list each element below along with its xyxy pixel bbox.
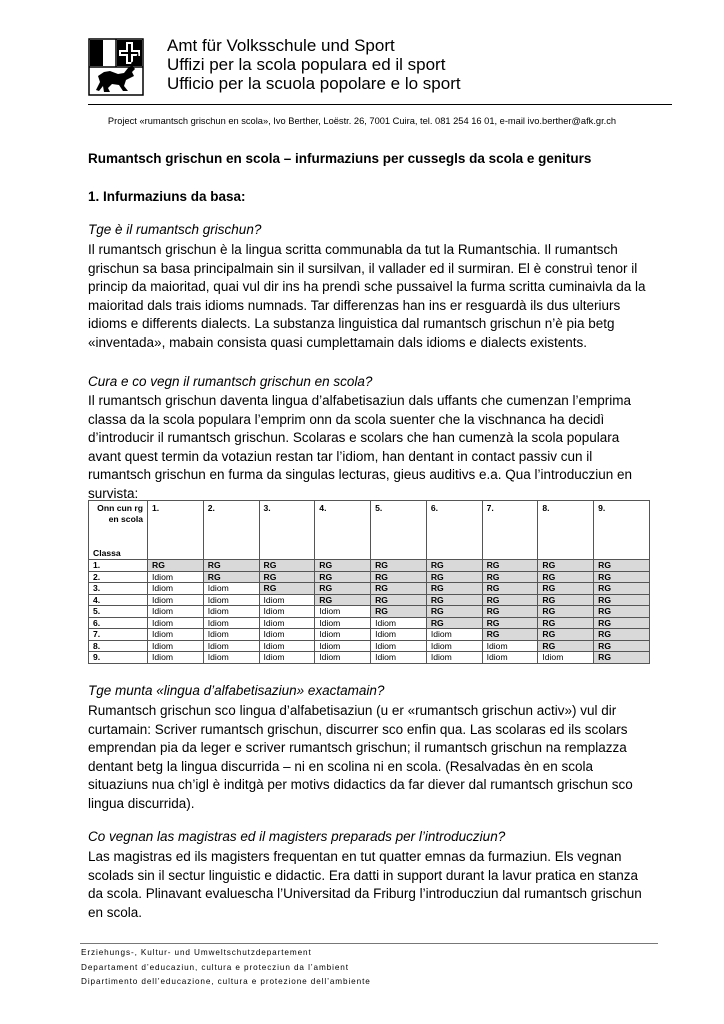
table-cell: RG xyxy=(594,606,650,618)
column-header: 9. xyxy=(594,501,650,560)
header-line-2: Uffizi per la scola populara ed il sport xyxy=(167,55,446,74)
question-1: Tge è il rumantsch grischun? xyxy=(88,222,262,237)
table-cell: Idiom xyxy=(148,629,204,641)
table-cell: RG xyxy=(259,560,315,572)
table-cell: RG xyxy=(482,560,538,572)
table-cell: RG xyxy=(203,571,259,583)
table-cell: RG xyxy=(371,594,427,606)
introduction-overview-table xyxy=(88,500,650,664)
table-cell: Idiom xyxy=(148,606,204,618)
corner-top-label: Onn cun rg en scola xyxy=(97,503,143,524)
table-row xyxy=(89,583,650,595)
column-header: 6. xyxy=(426,501,482,560)
column-header: 2. xyxy=(203,501,259,560)
table-cell: Idiom xyxy=(203,606,259,618)
column-header: 3. xyxy=(259,501,315,560)
table-cell: RG xyxy=(594,629,650,641)
header-line-3: Ufficio per la scuola popolare e lo sport xyxy=(167,74,461,93)
table-cell: Idiom xyxy=(203,629,259,641)
row-header: 8. xyxy=(89,640,148,652)
row-header: 5. xyxy=(89,606,148,618)
table-cell: Idiom xyxy=(203,652,259,664)
table-cell: RG xyxy=(371,583,427,595)
table-cell: RG xyxy=(482,617,538,629)
table-cell: RG xyxy=(315,594,371,606)
table-cell: RG xyxy=(594,583,650,595)
table-cell: RG xyxy=(538,571,594,583)
table-cell: Idiom xyxy=(148,617,204,629)
header-line-1: Amt für Volksschule und Sport xyxy=(167,36,395,55)
answer-3: Rumantsch grischun sco lingua d’alfabetisaziun (u er «rumantsch grischun activ») vul dir curtamain: Scriver rumantsch grischun, discurrer sco enfin qua. Las scolaras ed ils scolars emprendan pia da leger e scriver rumantsch grischun; il rumantsch grischun na remplazza dentant betg la lingua discurrida – ni en scolina ni en scola. (Resalvadas èn en scola situaziuns nua ch’igl è inditgà per motivs didactics da far diever dal rumantsch grischun sco lingua discurrida). xyxy=(88,703,633,811)
table-cell: Idiom xyxy=(315,606,371,618)
table-cell: Idiom xyxy=(482,640,538,652)
footer-line-1: Erziehungs-, Kultur- und Umweltschutzdepartement xyxy=(81,948,312,957)
table-cell: Idiom xyxy=(371,629,427,641)
section-heading: 1. Infurmaziuns da basa: xyxy=(88,189,246,204)
question-4: Co vegnan las magistras ed il magisters preparads per l’introducziun? xyxy=(88,829,506,844)
table-cell: RG xyxy=(594,571,650,583)
table-cell: Idiom xyxy=(371,652,427,664)
table-cell: Idiom xyxy=(259,606,315,618)
table-cell: RG xyxy=(594,617,650,629)
table-cell: Idiom xyxy=(371,640,427,652)
table-row xyxy=(89,617,650,629)
table-cell: RG xyxy=(594,652,650,664)
row-header: 9. xyxy=(89,652,148,664)
header-divider xyxy=(88,104,672,105)
row-header: 7. xyxy=(89,629,148,641)
table-cell: Idiom xyxy=(315,629,371,641)
table-cell: Idiom xyxy=(148,583,204,595)
answer-4: Las magistras ed ils magisters frequentan en tut quatter emnas da furmaziun. Els vegnan scolads sin il sectur linguistic e didactic. Era datti in support durant la lavur pratica en stanza da scola. Plinavant evaluescha l’Universitad da Friburg l’introducziun dal rumantsch grischun en scola. xyxy=(88,849,642,920)
table-cell: RG xyxy=(538,617,594,629)
table-cell: RG xyxy=(371,571,427,583)
row-header: 2. xyxy=(89,571,148,583)
table-cell: RG xyxy=(315,583,371,595)
column-header: 7. xyxy=(482,501,538,560)
column-header: 8. xyxy=(538,501,594,560)
table-cell: RG xyxy=(594,560,650,572)
table-cell: Idiom xyxy=(259,629,315,641)
table-cell: Idiom xyxy=(203,640,259,652)
table-cell: Idiom xyxy=(148,640,204,652)
table-cell: RG xyxy=(426,583,482,595)
table-cell: Idiom xyxy=(259,640,315,652)
table-cell: Idiom xyxy=(371,617,427,629)
table-cell: RG xyxy=(259,571,315,583)
column-header: 1. xyxy=(148,501,204,560)
column-header: 5. xyxy=(371,501,427,560)
table-row xyxy=(89,629,650,641)
table-cell: Idiom xyxy=(426,629,482,641)
question-2: Cura e co vegn il rumantsch grischun en scola? xyxy=(88,374,373,389)
table-cell: RG xyxy=(259,583,315,595)
question-3: Tge munta «lingua d’alfabetisaziun» exactamain? xyxy=(88,683,385,698)
table-cell: RG xyxy=(482,571,538,583)
table-cell: RG xyxy=(538,640,594,652)
document-title: Rumantsch grischun en scola – infurmaziuns per cussegls da scola e geniturs xyxy=(88,151,592,166)
table-row xyxy=(89,571,650,583)
table-cell: RG xyxy=(426,571,482,583)
table-row xyxy=(89,652,650,664)
table-cell: RG xyxy=(482,583,538,595)
table-cell: RG xyxy=(594,594,650,606)
table-cell: RG xyxy=(538,583,594,595)
table-cell: Idiom xyxy=(259,652,315,664)
table-cell: RG xyxy=(315,560,371,572)
table-cell: RG xyxy=(148,560,204,572)
table-cell: Idiom xyxy=(203,583,259,595)
answer-2: Il rumantsch grischun daventa lingua d’alfabetisaziun dals uffants che cumenzan l’emprima classa da la scola populara l’emprim onn da scola suenter che la vischnanca ha decidì d’introducir il rumantsch grischun. Scolaras e scolars che han cumenzà la scola populara avant quest termin da votaziun restan tar l’idiom, han dentant in contact passiv cun il rumantsch grischun en furma da singulas lecturas, gieus auditivs e.a. Qua l’introducziun en survista: xyxy=(88,393,633,501)
table-cell: Idiom xyxy=(259,617,315,629)
table-cell: Idiom xyxy=(315,640,371,652)
table-cell: Idiom xyxy=(315,652,371,664)
table-row xyxy=(89,606,650,618)
coat-of-arms-logo xyxy=(88,38,144,96)
table-cell: RG xyxy=(315,571,371,583)
table-cell: Idiom xyxy=(148,652,204,664)
row-header: 1. xyxy=(89,560,148,572)
table-row xyxy=(89,594,650,606)
table-cell: Idiom xyxy=(148,571,204,583)
table-cell: Idiom xyxy=(482,652,538,664)
table-row xyxy=(89,640,650,652)
table-cell: Idiom xyxy=(315,617,371,629)
table-cell: Idiom xyxy=(426,652,482,664)
row-header: 4. xyxy=(89,594,148,606)
column-header: 4. xyxy=(315,501,371,560)
table-cell: RG xyxy=(538,560,594,572)
table-cell: Idiom xyxy=(148,594,204,606)
table-cell: RG xyxy=(538,594,594,606)
answer-1: Il rumantsch grischun è la lingua scritta communabla da tut la Rumantschia. Il rumantsch grischun sa basa principalmain sin il sursilvan, il vallader ed il surmiran. El è construì tenor il princip da maioritad, quai vul dir ins ha prendì sche pussaivel la furma scritta cuminaivla da la maioritad dals trais idioms numnads. Tar differenzas han ins er resguardà ils dus ulteriurs idioms e differents dialects. La substanza linguistica dal rumantsch grischun n’è pia betg «inventada», mabain consista quasi cumplettamain dals idioms e dialects existents. xyxy=(88,242,646,350)
table-cell: RG xyxy=(482,606,538,618)
table-cell: RG xyxy=(426,606,482,618)
table-cell: RG xyxy=(538,629,594,641)
table-cell: RG xyxy=(594,640,650,652)
row-header: 6. xyxy=(89,617,148,629)
table-cell: RG xyxy=(371,606,427,618)
corner-bottom-label: Classa xyxy=(93,547,121,558)
table-cell: Idiom xyxy=(426,640,482,652)
table-corner-header xyxy=(89,501,148,560)
table-cell: RG xyxy=(426,594,482,606)
table-cell: RG xyxy=(426,560,482,572)
table-cell: Idiom xyxy=(259,594,315,606)
table-row xyxy=(89,560,650,572)
table-cell: RG xyxy=(482,594,538,606)
table-cell: Idiom xyxy=(203,594,259,606)
table-cell: RG xyxy=(482,629,538,641)
table-cell: RG xyxy=(426,617,482,629)
table-cell: Idiom xyxy=(203,617,259,629)
overview-table xyxy=(88,500,650,664)
row-header: 3. xyxy=(89,583,148,595)
footer-divider xyxy=(80,943,658,944)
contact-line: Project «rumantsch grischun en scola», Ivo Berther, Loëstr. 26, 7001 Cuira, tel. 081 254 16 01, e-mail ivo.berther@afk.gr.ch xyxy=(107,116,617,126)
table-cell: Idiom xyxy=(538,652,594,664)
footer-line-2: Departament d’educaziun, cultura e protecziun da l’ambient xyxy=(81,963,349,972)
table-cell: RG xyxy=(203,560,259,572)
footer-line-3: Dipartimento dell’educazione, cultura e protezione dell’ambiente xyxy=(81,977,371,986)
table-cell: RG xyxy=(538,606,594,618)
table-cell: RG xyxy=(371,560,427,572)
